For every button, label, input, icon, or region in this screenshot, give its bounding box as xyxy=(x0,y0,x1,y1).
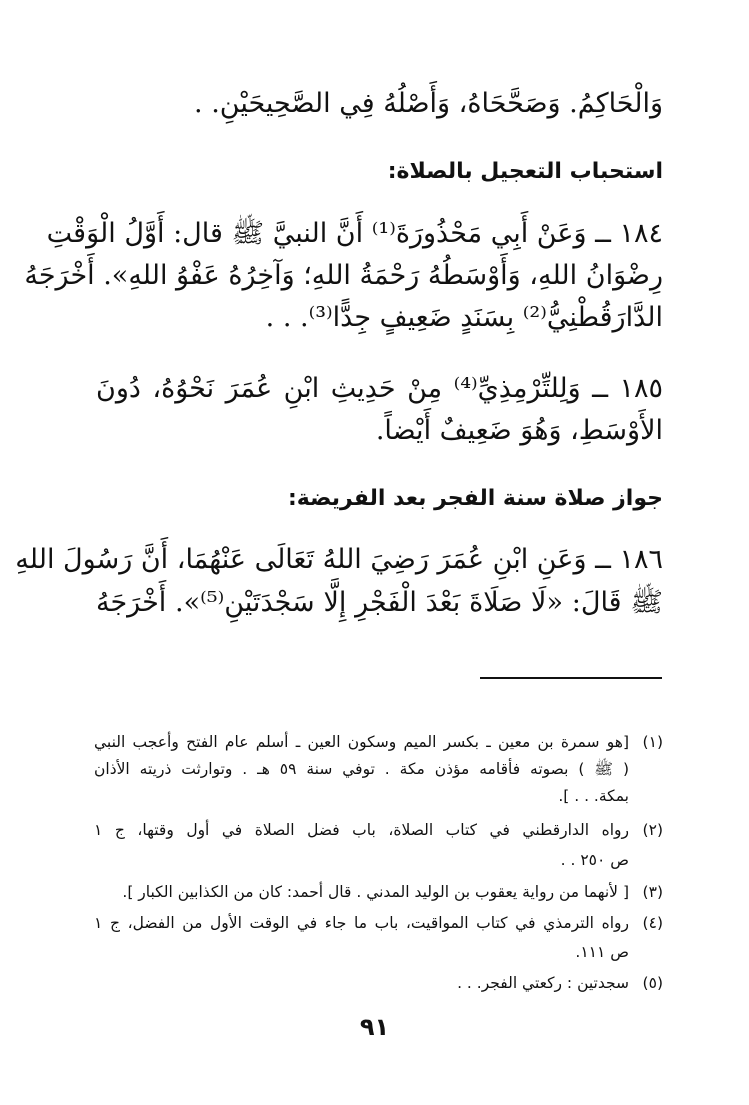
footnote-1-continued xyxy=(94,757,663,781)
footnote-5 xyxy=(94,971,663,995)
footnote-text: ص ١١١. xyxy=(575,943,629,961)
page-number: ٩١ xyxy=(359,1013,390,1041)
footnote-separator xyxy=(480,677,662,679)
footnote-number: (٥) xyxy=(642,974,663,992)
footnote-2 xyxy=(94,818,663,842)
footnote-text: ص ٢٥٠ . . xyxy=(560,851,629,869)
footnote-text: سجدتين : ركعتي الفجر. . . xyxy=(457,974,629,992)
section-heading: جواز صلاة سنة الفجر بعد الفريضة: xyxy=(287,486,663,511)
footnote-number: (١) xyxy=(642,733,663,751)
hadith-185-line: الأَوْسَطِ، وَهُوَ ضَعِيفٌ أَيْضاً. xyxy=(375,415,663,446)
section-heading: استحباب التعجيل بالصلاة: xyxy=(387,159,663,184)
footnote-number: (٣) xyxy=(642,883,663,901)
footnote-text: رواه الترمذي في كتاب المواقيت، باب ما جاء في الوقت الأول من الفضل، ج ١ xyxy=(94,914,629,932)
footnote-text: ( ﷺ ) بصوته فأقامه مؤذن مكة . توفي سنة ٥٩ هـ . وتوارثت ذريته الأذان xyxy=(94,760,629,778)
hadith-184-line: الدَّارَقُطْنِيُّ⁽²⁾ بِسَنَدٍ ضَعِيفٍ جِدًّا⁽³⁾. . . xyxy=(265,302,663,333)
footnote-text: [هو سمرة بن معين ـ بكسر الميم وسكون العين ـ أسلم عام الفتح وأعجب النبي xyxy=(94,733,629,751)
footnote-text: رواه الدارقطني في كتاب الصلاة، باب فضل الصلاة في أول وقتها، ج ١ xyxy=(94,821,629,839)
hadith-184-line: رِضْوَانُ اللهِ، وَأَوْسَطُهُ رَحْمَةُ اللهِ؛ وَآخِرُهُ عَفْوُ اللهِ». أَخْرَجَهُ xyxy=(24,260,663,291)
hadith-185-line: ١٨٥ ــ وَلِلتِّرْمِذِيِّ⁽⁴⁾ مِنْ حَدِيثِ ابْنِ عُمَرَ نَحْوُهُ، دُونَ xyxy=(96,373,663,404)
text-line: وَالْحَاكِمُ. وَصَحَّحَاهُ، وَأَصْلُهُ فِي الصَّحِيحَيْنِ. . xyxy=(194,88,663,119)
hadith-184-line: ١٨٤ ــ وَعَنْ أَبِي مَحْذُورَةَ⁽¹⁾ أَنَّ النبيَّ ﷺ قال: أَوَّلُ الْوَقْتِ xyxy=(46,218,663,249)
footnote-2-continued xyxy=(94,848,663,872)
footnote-1-continued xyxy=(94,784,663,808)
footnote-text: [ لأنهما من رواية يعقوب بن الوليد المدني . قال أحمد: كان من الكذابين الكبار ]. xyxy=(122,883,629,901)
footnote-1 xyxy=(94,730,663,754)
hadith-186-line: ١٨٦ ــ وَعَنِ ابْنِ عُمَرَ رَضِيَ اللهُ تَعَالَى عَنْهُمَا، أَنَّ رَسُولَ اللهِ xyxy=(15,544,663,575)
footnote-4-continued xyxy=(94,940,663,964)
footnote-number: (٢) xyxy=(642,821,663,839)
footnote-number: (٤) xyxy=(642,914,663,932)
footnote-3 xyxy=(94,880,663,904)
footnote-text: بمكة. . . ]. xyxy=(558,787,629,805)
hadith-186-line: ﷺ قَالَ: «لَا صَلَاةَ بَعْدَ الْفَجْرِ إِلَّا سَجْدَتَيْنِ⁽⁵⁾». أَخْرَجَهُ xyxy=(96,587,663,618)
footnote-4 xyxy=(94,911,663,935)
